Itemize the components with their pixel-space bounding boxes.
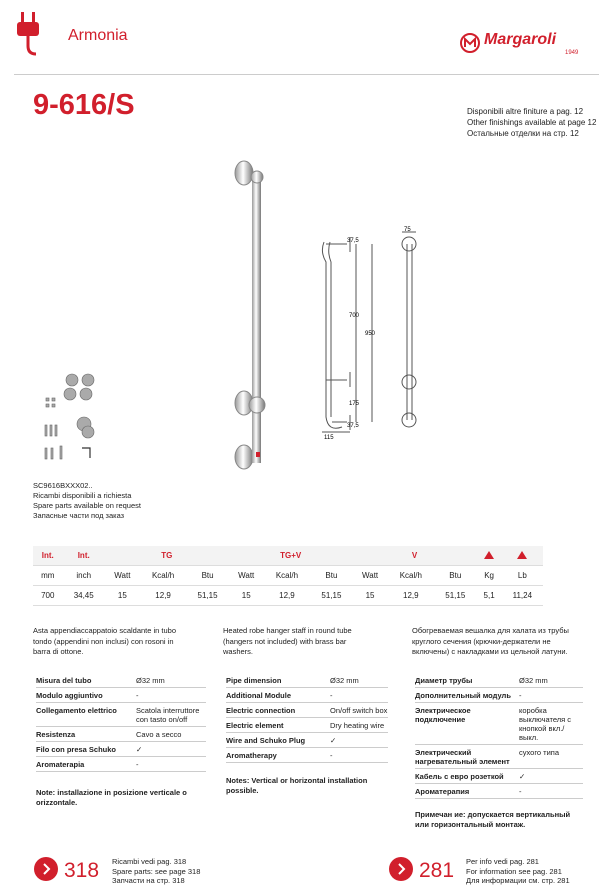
spare-parts-link-button[interactable] [34, 857, 58, 881]
spare-parts-page[interactable]: 318 [64, 859, 100, 882]
brand-year: 1949 [565, 50, 579, 56]
header-divider [14, 74, 599, 75]
note-it: Note: installazione in posizione verticale o orizzontale. [36, 788, 187, 807]
spare-parts-ref: Ricambi vedi pag. 318 Spare parts: see page 318 Запчасти на стр. 318 [112, 857, 201, 885]
info-link-button[interactable] [389, 857, 413, 881]
desc-it: Asta appendiaccappatoio scaldante in tubo tondo (appendini non inclusi) con rosoni in barra di ottone. [33, 626, 177, 656]
finishes-note: Disponibili altre finiture a pag. 12 Other finishings available at page 12 Остальные отделки на стр. 12 [467, 107, 597, 138]
dim-950: 950 [365, 331, 376, 337]
chevron-right-icon [389, 857, 413, 881]
technical-drawing [312, 222, 432, 447]
product-code: 9-616/S [33, 89, 135, 121]
chevron-right-icon [34, 857, 58, 881]
weight-lb-icon [502, 546, 543, 566]
note-ru: Примечан ие: допускается вертикальный или горизонтальный монтаж. [415, 810, 571, 829]
dim-75: 75 [404, 227, 411, 233]
spec-table: Int. Int. TG TG+V V mm inch Watt Kcal/h Btu Watt Kcal/h Btu Watt Kcal/h Btu Kg Lb 700 34,45 15 12,9 51,15 15 12,9 51,15 15 12,9 51,15 5,1 11,24 [33, 546, 543, 606]
spare-parts-image [36, 370, 104, 470]
note-en: Notes: Vertical or horizontal installation possible. [226, 776, 368, 795]
series-name: Armonia [68, 27, 128, 44]
desc-ru: Обогреваемая вешалка для халата из трубы круглого сечения (крючки-держатели не включены) с накладками из цельной латуни. [412, 626, 569, 656]
features-ru: Диаметр трубы Ø32 mm Дополнительный модуль - Электрическое подключение коробка выключателя с кнопкой вкл./выкл. Электрический нагревательный элемент сухого типа Кабель с евро розеткой ✓ Ароматерапия - [415, 673, 583, 799]
dim-bottom: 37,5 [347, 423, 359, 429]
features-en: Pipe dimension Ø32 mm Additional Module - Electric connection On/off switch box Electric element Dry heating wire Wire and Schuko Plug ✓ Aromatherapy - [226, 673, 388, 763]
weight-kg-icon [476, 546, 501, 566]
desc-en: Heated robe hanger staff in round tube (hangers not included) with brass bar washers. [223, 626, 352, 656]
dim-top: 37,5 [347, 238, 359, 244]
features-it: Misura del tubo Ø32 mm Modulo aggiuntivo - Collegamento elettrico Scatola interruttore con tasto on/off Resistenza Cavo a secco Filo con presa Schuko ✓ Aromaterapia - [36, 673, 206, 772]
dim-175: 175 [349, 401, 360, 407]
plug-icon [14, 12, 42, 56]
product-image [230, 155, 278, 475]
brand-name: Margaroli [484, 31, 557, 48]
dim-115: 115 [324, 435, 334, 441]
spare-parts-text: SC9616BXXX02.. Ricambi disponibili a richiesta Spare parts available on request Запасные части под заказ [33, 481, 141, 520]
info-ref: Per info vedi pag. 281 For information see pag. 281 Для информации см. стр. 281 [466, 857, 570, 885]
dim-700: 700 [349, 313, 360, 319]
info-page[interactable]: 281 [419, 859, 455, 882]
